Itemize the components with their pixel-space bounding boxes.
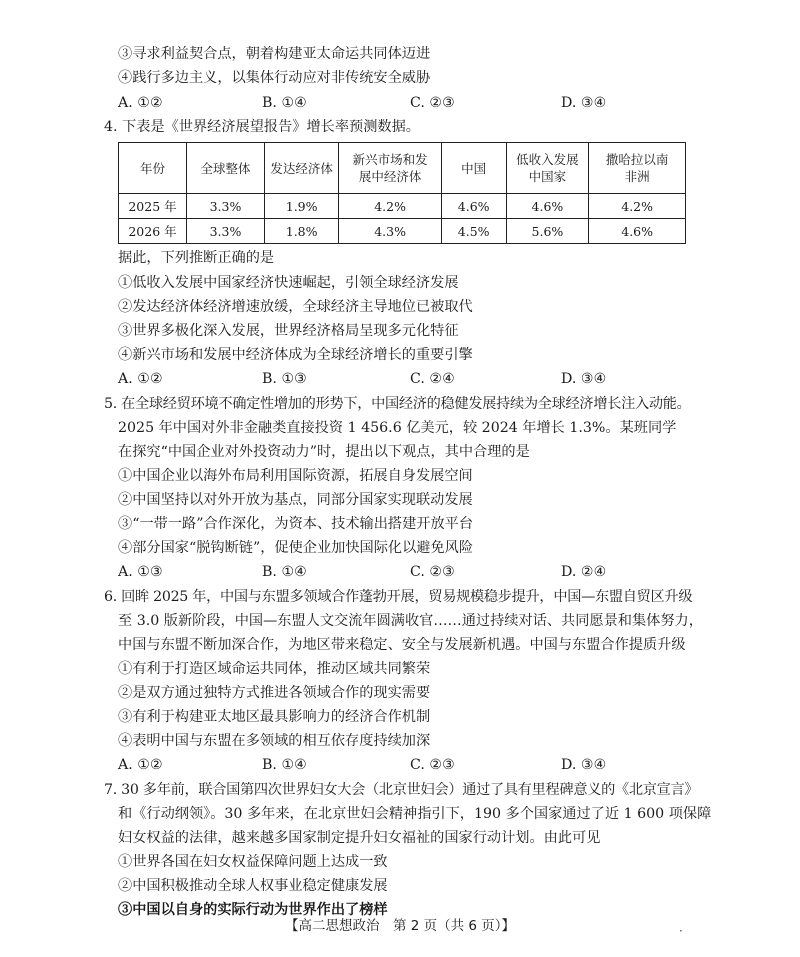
q5-option-c[interactable]: C. ②③ — [410, 564, 455, 580]
table-cell: 4.3% — [339, 219, 441, 244]
q5-item-4: ④部分国家“脱钩断链”，促使企业加快国际化以避免风险 — [118, 540, 474, 556]
q5-item-3: ③“一带一路”合作深化，为资本、技术输出搭建开放平台 — [118, 516, 474, 532]
q5-stem-line-1: 5. 在全球经贸环境不确定性增加的形势下，中国经济的稳健发展持续为全球经济增长注入动能。 — [104, 396, 691, 412]
q4-item-2: ②发达经济体经济增速放缓，全球经济主导地位已被取代 — [118, 299, 473, 315]
table-header-cell: 年份 — [119, 143, 187, 194]
table-cell: 5.6% — [506, 219, 589, 244]
q4-option-a[interactable]: A. ①② — [118, 371, 163, 387]
q6-option-b[interactable]: B. ①④ — [262, 757, 307, 773]
table-cell: 2026 年 — [119, 219, 187, 244]
q3-option-b[interactable]: B. ①④ — [262, 95, 307, 111]
table-cell: 3.3% — [187, 219, 265, 244]
q6-item-1: ①有利于打造区域命运共同体，推动区域共同繁荣 — [118, 661, 431, 677]
table-row — [119, 194, 686, 219]
table-header-cell: 全球整体 — [187, 143, 265, 194]
growth-forecast-table — [118, 142, 686, 244]
corner-mark: · — [679, 924, 683, 938]
table-header-cell: 撒哈拉以南非洲 — [589, 143, 686, 194]
q7-stem-line-3: 妇女权益的法律，越来越多国家制定提升妇女福祉的国家行动计划。由此可见 — [118, 830, 601, 846]
q7-stem-line-2: 和《行动纲领》。30 多年来，在北京世妇会精神指引下，190 多个国家通过了近 1 600 项保障 — [118, 806, 712, 822]
q4-option-c[interactable]: C. ②④ — [410, 371, 455, 387]
q6-option-a[interactable]: A. ①② — [118, 757, 163, 773]
q5-option-d[interactable]: D. ②④ — [561, 564, 607, 580]
q4-option-d[interactable]: D. ③④ — [561, 371, 607, 387]
q6-stem-line-2: 至 3.0 版新阶段，中国—东盟人文交流年圆满收官……通过持续对话、共同愿景和集体努力， — [118, 613, 703, 629]
table-cell: 2025 年 — [119, 194, 187, 219]
q4-item-3: ③世界多极化深入发展，世界经济格局呈现多元化特征 — [118, 323, 459, 339]
q3-option-d[interactable]: D. ③④ — [561, 95, 607, 111]
q4-stem: 4. 下表是《世界经济展望报告》增长率预测数据。 — [104, 119, 420, 135]
q5-option-a[interactable]: A. ①③ — [118, 564, 163, 580]
q3-option-a[interactable]: A. ①② — [118, 95, 163, 111]
q5-item-2: ②中国坚持以对外开放为基点，同部分国家实现联动发展 — [118, 492, 473, 508]
table-header-cell: 发达经济体 — [264, 143, 339, 194]
q6-options — [118, 755, 718, 775]
q5-options — [118, 562, 718, 582]
q5-stem-line-3: 在探究“中国企业对外投资动力”时，提出以下观点，其中合理的是 — [118, 444, 530, 460]
q4-options — [118, 369, 718, 389]
table-cell: 4.6% — [506, 194, 589, 219]
page-footer: 【高二思想政治 第 2 页（共 6 页）】 — [284, 918, 516, 934]
table-cell: 4.6% — [589, 219, 686, 244]
q6-item-3: ③有利于构建亚太地区最具影响力的经济合作机制 — [118, 709, 431, 725]
table-header-cell: 中国 — [441, 143, 506, 194]
table-cell: 4.2% — [339, 194, 441, 219]
table-cell: 1.9% — [264, 194, 339, 219]
q5-stem-line-2: 2025 年中国对外非金融类直接投资 1 456.6 亿美元，较 2024 年增长 1.3%。某班同学 — [118, 420, 677, 436]
q7-stem-line-1: 7. 30 多年前，联合国第四次世界妇女大会（北京世妇会）通过了具有里程碑意义的《北京宣言》 — [104, 782, 699, 798]
q4-option-b[interactable]: B. ①③ — [262, 371, 307, 387]
q3-option-c[interactable]: C. ②③ — [410, 95, 455, 111]
q6-option-c[interactable]: C. ②③ — [410, 757, 455, 773]
q3-options — [118, 93, 718, 113]
q3-item-3: ③寻求利益契合点，朝着构建亚太命运共同体迈进 — [118, 46, 431, 62]
q7-item-1: ①世界各国在妇女权益保障问题上达成一致 — [118, 854, 388, 870]
table-cell: 4.2% — [589, 194, 686, 219]
q5-item-1: ①中国企业以海外布局利用国际资源，拓展自身发展空间 — [118, 468, 473, 484]
q3-item-4: ④践行多边主义，以集体行动应对非传统安全威胁 — [118, 70, 431, 86]
q4-item-1: ①低收入发展中国家经济快速崛起，引领全球经济发展 — [118, 275, 459, 291]
table-row — [119, 219, 686, 244]
table-header-row — [119, 143, 686, 194]
q6-item-4: ④表明中国与东盟在多领域的相互依存度持续加深 — [118, 733, 431, 749]
table-cell: 3.3% — [187, 194, 265, 219]
q6-item-2: ②是双方通过独特方式推进各领域合作的现实需要 — [118, 685, 431, 701]
table-cell: 1.8% — [264, 219, 339, 244]
q6-option-d[interactable]: D. ③④ — [561, 757, 607, 773]
q4-item-4: ④新兴市场和发展中经济体成为全球经济增长的重要引擎 — [118, 347, 473, 363]
q7-item-2: ②中国积极推动全球人权事业稳定健康发展 — [118, 878, 388, 894]
q6-stem-line-3: 中国与东盟不断加深合作，为地区带来稳定、安全与发展新机遇。中国与东盟合作提质升级 — [118, 637, 686, 653]
table-header-cell: 新兴市场和发展中经济体 — [339, 143, 441, 194]
q4-lead: 据此，下列推断正确的是 — [118, 250, 275, 266]
q7-item-3: ③中国以自身的实际行动为世界作出了榜样 — [118, 902, 388, 918]
table-cell: 4.6% — [441, 194, 506, 219]
table-header-cell: 低收入发展中国家 — [506, 143, 589, 194]
q6-stem-line-1: 6. 回眸 2025 年，中国与东盟多领域合作蓬勃开展，贸易规模稳步提升，中国—东盟自贸区升级 — [104, 589, 693, 605]
q5-option-b[interactable]: B. ①④ — [262, 564, 307, 580]
table-cell: 4.5% — [441, 219, 506, 244]
